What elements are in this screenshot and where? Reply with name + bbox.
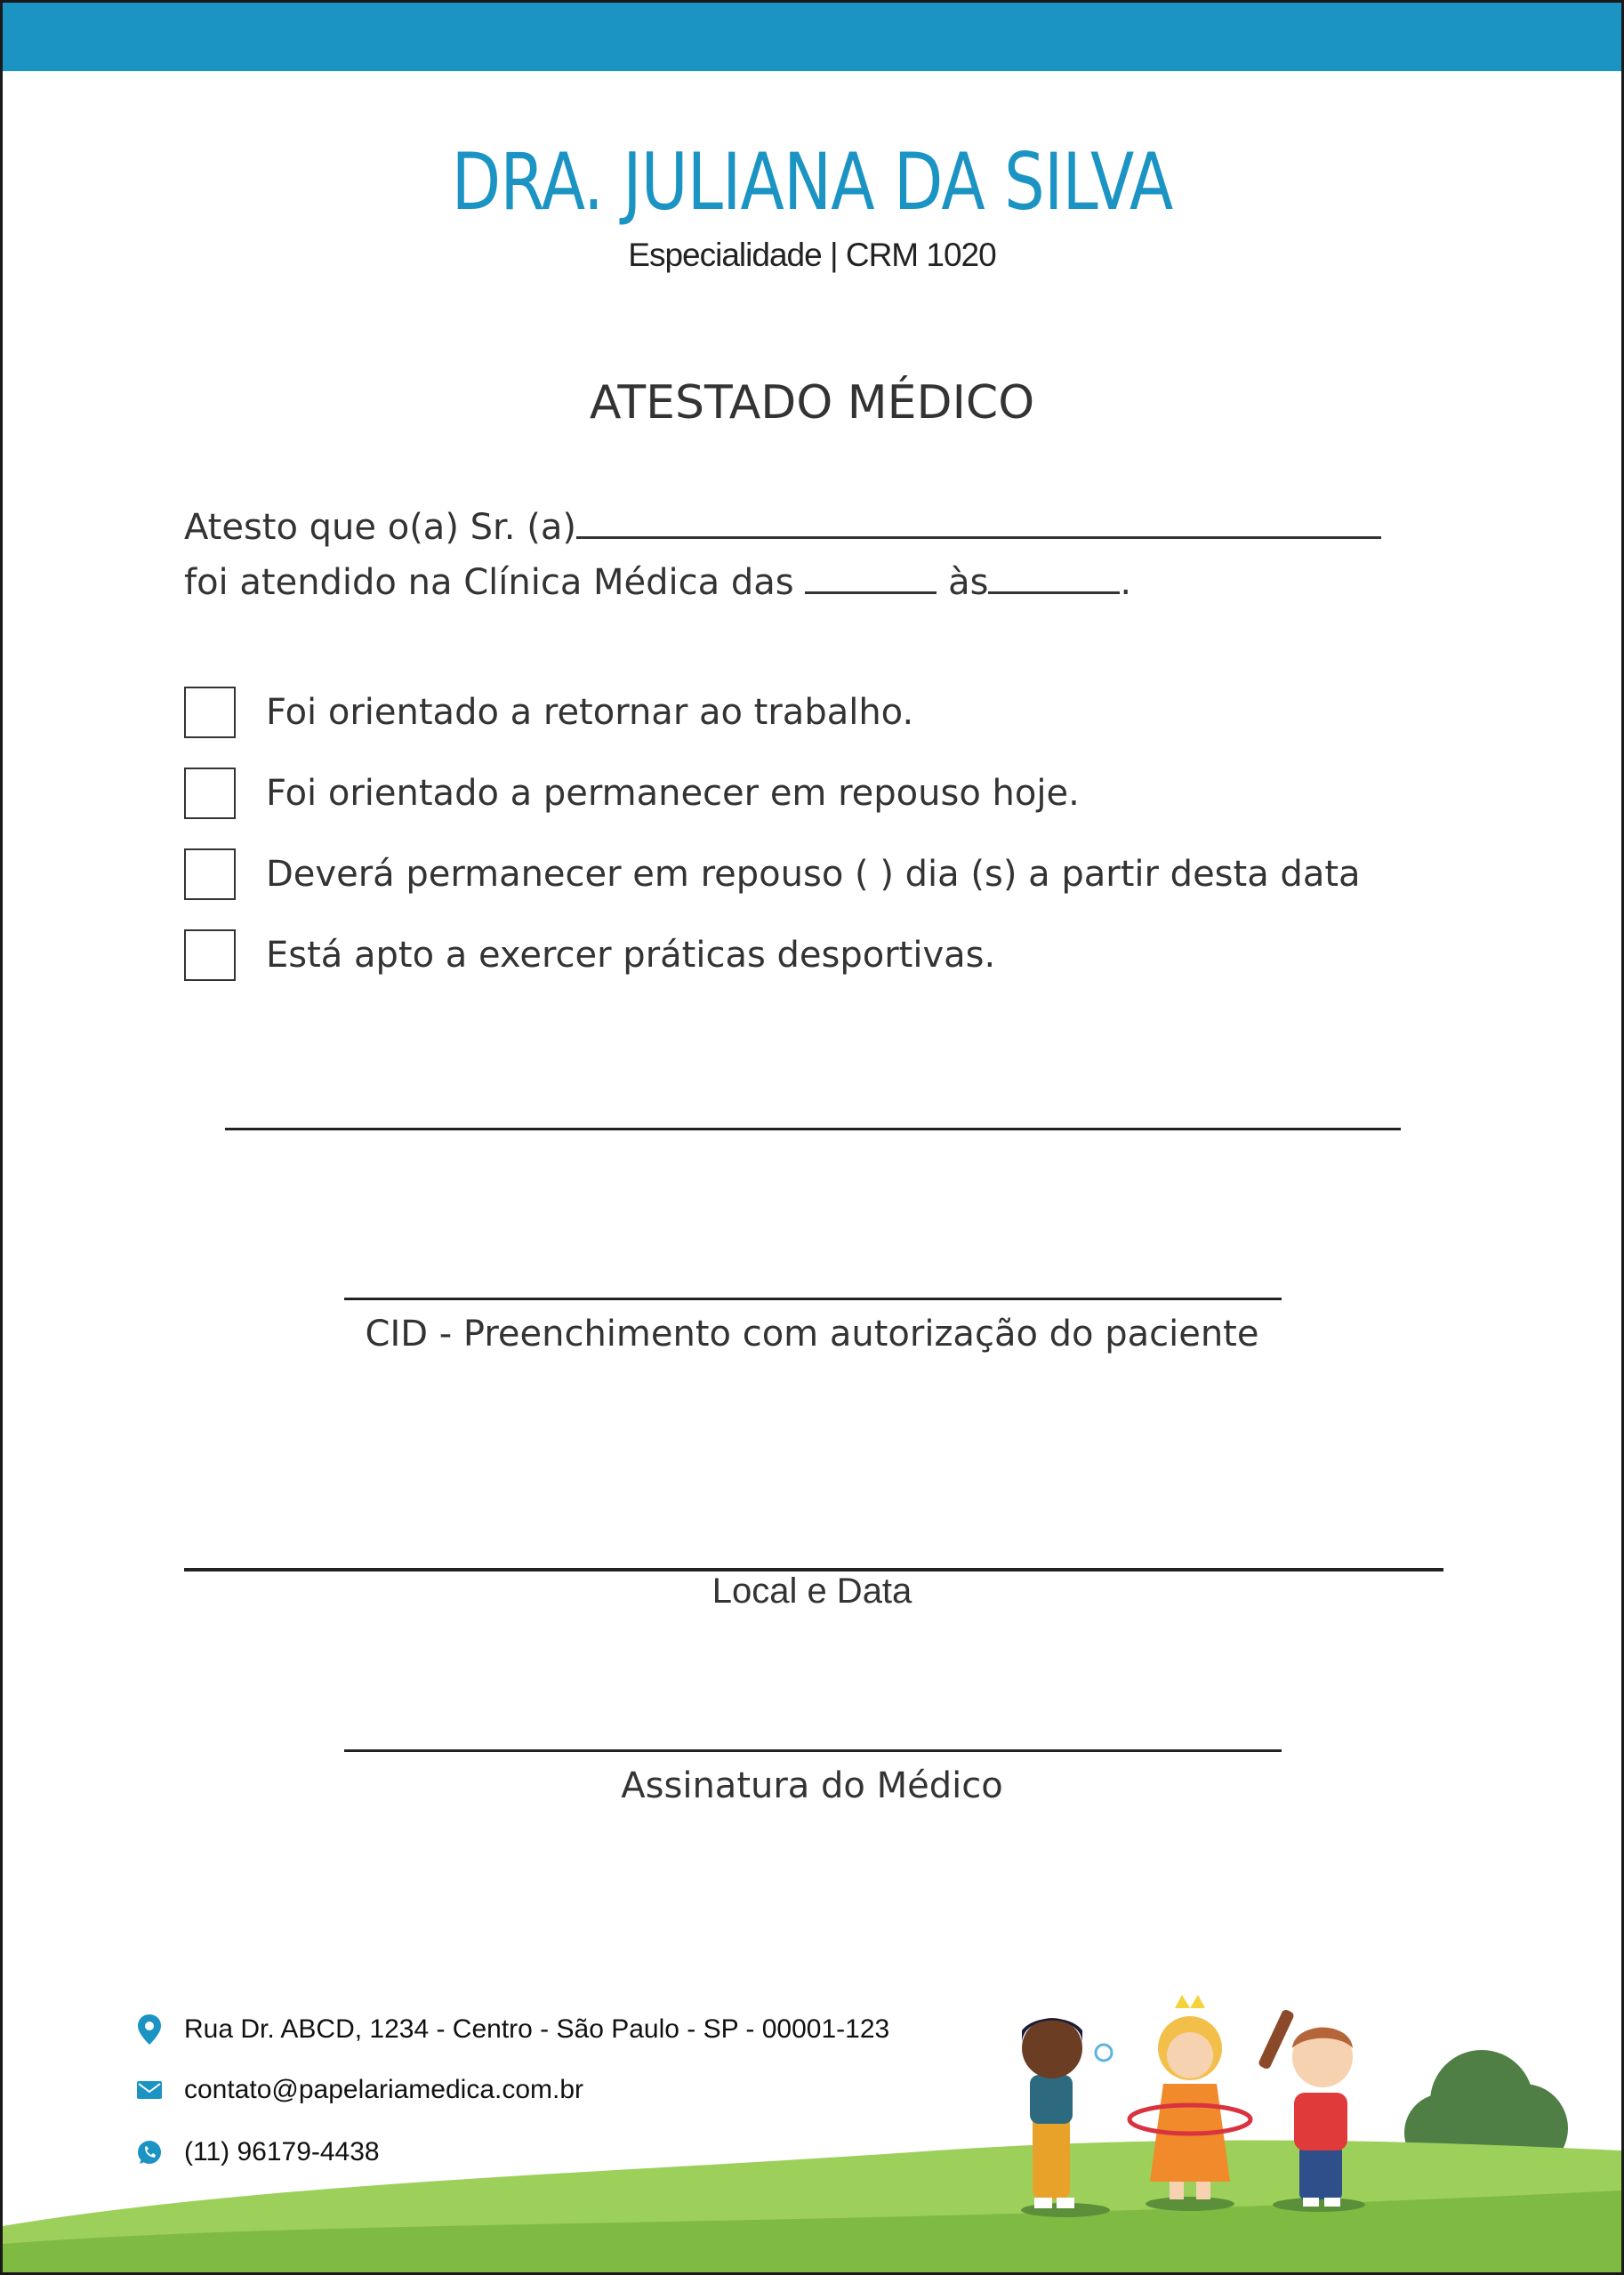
start-time-blank[interactable] [805,561,937,594]
option-fit-for-sports [184,927,995,984]
checkbox-return-to-work[interactable] [184,687,236,738]
contact-phone [134,2137,380,2167]
doctor-name: DRA. JULIANA DA SILVA [451,136,1173,228]
option-rest-days [184,846,1361,903]
top-color-bar [3,3,1621,71]
patient-line [184,506,1381,548]
attendance-line [184,561,1131,603]
footer-illustration [3,1959,1621,2272]
attendance-line-period: . [1120,562,1132,603]
end-time-blank[interactable] [988,561,1120,594]
whatsapp-icon [134,2137,165,2167]
patient-line-label: Atesto que o(a) Sr. (a) [184,507,576,548]
location-pin-icon [134,2014,165,2045]
address-text: Rua Dr. ABCD, 1234 - Centro - São Paulo - SP - 00001-123 [184,2014,890,2044]
signature-caption: Assinatura do Médico [621,1765,1003,1806]
attendance-line-label: foi atendido na Clínica Médica das [184,562,794,603]
contact-address [134,2014,889,2045]
free-text-line[interactable] [225,1128,1401,1130]
checkbox-fit-for-sports[interactable] [184,929,236,981]
doctor-specialty: Especialidade | CRM 1020 [628,237,996,273]
option-rest-today [184,765,1080,822]
signature-line[interactable] [344,1749,1282,1752]
phone-text[interactable]: (11) 96179-4438 [184,2137,380,2166]
attendance-line-connector: às [948,562,989,603]
local-date-caption: Local e Data [712,1572,912,1611]
email-text[interactable]: contato@papelariamedica.com.br [184,2075,584,2104]
option-label: Deverá permanecer em repouso ( ) dia (s) a partir desta data [266,854,1361,895]
cid-caption: CID - Preenchimento com autorização do paciente [365,1314,1259,1355]
option-label: Foi orientado a retornar ao trabalho. [266,692,914,733]
checkbox-rest-days[interactable] [184,848,236,900]
option-label: Está apto a exercer práticas desportivas. [266,935,996,976]
contact-email [134,2075,583,2105]
checkbox-rest-today[interactable] [184,768,236,819]
patient-name-blank[interactable] [576,506,1381,539]
option-return-to-work [184,684,913,741]
document-title: ATESTADO MÉDICO [589,376,1035,430]
envelope-icon [134,2075,165,2105]
option-label: Foi orientado a permanecer em repouso hoje. [266,773,1080,814]
cid-line[interactable] [344,1298,1282,1300]
